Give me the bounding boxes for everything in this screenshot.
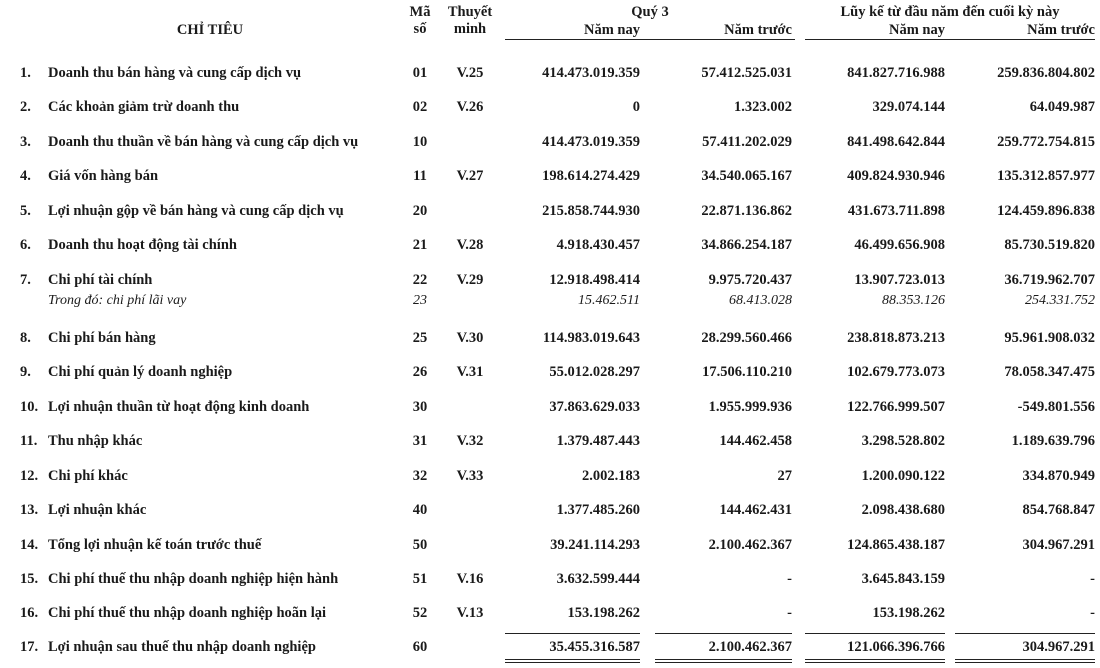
- row-label: Chi phí tài chính: [48, 272, 153, 288]
- value-ytd-current: 329.074.144: [872, 99, 945, 115]
- value-ytd-previous: 334.870.949: [1022, 468, 1095, 484]
- row-note: V.27: [456, 168, 484, 184]
- row-number: 3.: [20, 134, 31, 150]
- table-row-total: [0, 637, 1100, 657]
- value-ytd-current: 153.198.262: [872, 605, 945, 621]
- value-quarter-previous: 1.955.999.936: [708, 399, 792, 415]
- value-ytd-previous: 78.058.347.475: [1004, 364, 1095, 380]
- value-ytd-previous: 36.719.962.707: [1004, 272, 1095, 288]
- value-quarter-previous: 2.100.462.367: [708, 537, 792, 553]
- row-code: 51: [412, 571, 428, 587]
- total-rule-top: [805, 633, 945, 634]
- value-ytd-current: 124.865.438.187: [847, 537, 945, 553]
- row-note: V.31: [456, 364, 484, 380]
- value-ytd-current: 121.066.396.766: [847, 639, 945, 655]
- col-header-ma-so-1: Mã: [409, 4, 431, 20]
- value-ytd-current: 431.673.711.898: [847, 203, 945, 219]
- row-label: Tổng lợi nhuận kế toán trước thuế: [48, 537, 262, 553]
- row-note: V.26: [456, 99, 484, 115]
- value-quarter-previous: 17.506.110.210: [702, 364, 792, 380]
- total-double-rule: [655, 659, 792, 663]
- value-quarter-previous: 144.462.431: [719, 502, 792, 518]
- row-label: Các khoản giảm trừ doanh thu: [48, 99, 240, 115]
- row-code: 23: [413, 293, 427, 308]
- value-ytd-previous: -: [1090, 571, 1095, 587]
- table-row: [0, 235, 1100, 255]
- row-number: 12.: [20, 468, 39, 484]
- value-quarter-previous: -: [787, 605, 792, 621]
- value-quarter-previous: 2.100.462.367: [708, 639, 792, 655]
- row-note: V.25: [456, 65, 484, 81]
- col-header-q-nam-nay: Năm nay: [584, 22, 640, 38]
- row-number: 13.: [20, 502, 39, 518]
- row-label: Chi phí khác: [48, 468, 128, 484]
- row-label: Trong đó: chi phí lãi vay: [48, 293, 187, 308]
- row-number: 8.: [20, 330, 31, 346]
- row-code: 20: [412, 203, 428, 219]
- value-quarter-previous: 28.299.560.466: [701, 330, 792, 346]
- total-rule-top: [655, 633, 792, 634]
- col-header-q-nam-truoc: Năm trước: [724, 22, 792, 38]
- value-quarter-current: 12.918.498.414: [549, 272, 640, 288]
- value-ytd-previous: 135.312.857.977: [997, 168, 1095, 184]
- value-ytd-current: 3.298.528.802: [861, 433, 945, 449]
- table-row: [0, 500, 1100, 520]
- row-number: 14.: [20, 537, 39, 553]
- table-row: [0, 166, 1100, 186]
- value-ytd-current: 841.498.642.844: [847, 134, 945, 150]
- row-label: Lợi nhuận gộp về bán hàng và cung cấp dịch vụ: [48, 203, 344, 219]
- row-note: V.29: [456, 272, 484, 288]
- col-header-chi-tieu: CHỈ TIÊU: [176, 22, 244, 38]
- value-quarter-previous: 57.412.525.031: [701, 65, 792, 81]
- value-quarter-current: 0: [632, 99, 640, 115]
- value-quarter-current: 114.983.019.643: [542, 330, 640, 346]
- group-rule-quy: [505, 39, 795, 40]
- value-quarter-previous: 68.413.028: [729, 293, 792, 308]
- value-ytd-previous: 259.836.804.802: [997, 65, 1095, 81]
- row-number: 7.: [20, 272, 31, 288]
- value-ytd-current: 1.200.090.122: [861, 468, 945, 484]
- row-number: 9.: [20, 364, 31, 380]
- value-quarter-current: 3.632.599.444: [556, 571, 640, 587]
- row-number: 2.: [20, 99, 31, 115]
- value-quarter-current: 198.614.274.429: [542, 168, 640, 184]
- total-rule-top: [955, 633, 1095, 634]
- row-note: V.16: [456, 571, 484, 587]
- col-header-thuyet-minh-1: Thuyết: [447, 4, 493, 20]
- row-label: Doanh thu hoạt động tài chính: [48, 237, 237, 253]
- table-row: [0, 431, 1100, 451]
- row-number: 16.: [20, 605, 39, 621]
- row-number: 5.: [20, 203, 31, 219]
- row-number: 10.: [20, 399, 39, 415]
- table-row: [0, 270, 1100, 290]
- row-code: 31: [412, 433, 428, 449]
- value-ytd-current: 88.353.126: [882, 293, 945, 308]
- value-quarter-previous: 27: [777, 468, 792, 484]
- table-row: [0, 535, 1100, 555]
- value-ytd-current: 409.824.930.946: [847, 168, 945, 184]
- row-label: Doanh thu thuần về bán hàng và cung cấp dịch vụ: [48, 134, 359, 150]
- value-quarter-current: 4.918.430.457: [556, 237, 640, 253]
- col-header-ytd-nam-truoc: Năm trước: [1027, 22, 1095, 38]
- col-group-luy-ke: Lũy kế từ đầu năm đến cuối kỳ này: [840, 4, 1060, 20]
- value-ytd-previous: 64.049.987: [1029, 99, 1095, 115]
- total-double-rule: [505, 659, 640, 663]
- table-row: [0, 63, 1100, 83]
- value-quarter-previous: 9.975.720.437: [708, 272, 792, 288]
- group-rule-luy-ke: [805, 39, 1095, 40]
- value-quarter-previous: 22.871.136.862: [701, 203, 792, 219]
- row-number: 11.: [20, 433, 38, 449]
- value-ytd-previous: 95.961.908.032: [1004, 330, 1095, 346]
- row-number: 4.: [20, 168, 31, 184]
- row-code: 10: [412, 134, 428, 150]
- value-quarter-current: 215.858.744.930: [542, 203, 640, 219]
- value-quarter-previous: 34.540.065.167: [701, 168, 792, 184]
- row-note: V.33: [456, 468, 484, 484]
- total-double-rule: [805, 659, 945, 663]
- row-label: Lợi nhuận sau thuế thu nhập doanh nghiệp: [48, 639, 316, 655]
- row-code: 11: [413, 168, 427, 184]
- row-note: V.32: [456, 433, 484, 449]
- total-rule-top: [505, 633, 640, 634]
- row-note: V.13: [456, 605, 484, 621]
- table-row: [0, 569, 1100, 589]
- row-code: 52: [412, 605, 428, 621]
- col-header-ytd-nam-nay: Năm nay: [889, 22, 945, 38]
- row-number: 6.: [20, 237, 31, 253]
- table-row: [0, 362, 1100, 382]
- row-code: 60: [412, 639, 428, 655]
- row-note: V.28: [456, 237, 484, 253]
- value-quarter-current: 37.863.629.033: [549, 399, 640, 415]
- table-row: [0, 97, 1100, 117]
- value-quarter-current: 1.377.485.260: [556, 502, 640, 518]
- table-row: [0, 466, 1100, 486]
- value-ytd-current: 46.499.656.908: [854, 237, 945, 253]
- row-label: Doanh thu bán hàng và cung cấp dịch vụ: [48, 65, 302, 81]
- row-number: 15.: [20, 571, 39, 587]
- value-ytd-previous: 304.967.291: [1022, 537, 1095, 553]
- value-ytd-previous: 259.772.754.815: [997, 134, 1095, 150]
- row-code: 32: [412, 468, 428, 484]
- value-ytd-current: 238.818.873.213: [847, 330, 945, 346]
- col-group-quy: Quý 3: [631, 4, 669, 20]
- value-quarter-previous: 1.323.002: [734, 99, 792, 115]
- row-label: Lợi nhuận thuần từ hoạt động kinh doanh: [48, 399, 310, 415]
- row-number: 1.: [20, 65, 31, 81]
- col-header-thuyet-minh-2: minh: [453, 21, 487, 37]
- value-ytd-current: 3.645.843.159: [861, 571, 945, 587]
- row-label: Lợi nhuận khác: [48, 502, 147, 518]
- row-label: Chi phí thuế thu nhập doanh nghiệp hiện hành: [48, 571, 339, 587]
- row-code: 40: [412, 502, 428, 518]
- table-row: [0, 328, 1100, 348]
- row-note: V.30: [456, 330, 484, 346]
- value-quarter-current: 414.473.019.359: [542, 134, 640, 150]
- value-quarter-current: 1.379.487.443: [556, 433, 640, 449]
- table-row: [0, 132, 1100, 152]
- row-code: 01: [412, 65, 428, 81]
- col-header-ma-so-2: số: [413, 21, 427, 37]
- row-code: 25: [412, 330, 428, 346]
- row-label: Chi phí bán hàng: [48, 330, 156, 346]
- value-ytd-current: 2.098.438.680: [861, 502, 945, 518]
- row-code: 50: [412, 537, 428, 553]
- value-quarter-current: 39.241.114.293: [550, 537, 640, 553]
- table-row: [0, 603, 1100, 623]
- value-quarter-previous: -: [787, 571, 792, 587]
- row-code: 21: [412, 237, 428, 253]
- row-label: Giá vốn hàng bán: [48, 168, 159, 184]
- value-ytd-previous: 124.459.896.838: [997, 203, 1095, 219]
- row-code: 02: [412, 99, 428, 115]
- table-row: [0, 397, 1100, 417]
- total-double-rule: [955, 659, 1095, 663]
- value-ytd-current: 841.827.716.988: [847, 65, 945, 81]
- row-code: 30: [412, 399, 428, 415]
- row-label: Chi phí quản lý doanh nghiệp: [48, 364, 233, 380]
- value-ytd-previous: 854.768.847: [1022, 502, 1095, 518]
- value-quarter-current: 55.012.028.297: [549, 364, 640, 380]
- table-row: [0, 201, 1100, 221]
- value-quarter-previous: 57.411.202.029: [702, 134, 792, 150]
- row-number: 17.: [20, 639, 39, 655]
- row-code: 26: [412, 364, 428, 380]
- value-ytd-current: 102.679.773.073: [847, 364, 945, 380]
- value-quarter-previous: 144.462.458: [719, 433, 792, 449]
- value-quarter-current: 414.473.019.359: [542, 65, 640, 81]
- row-label: Thu nhập khác: [48, 433, 143, 449]
- value-ytd-previous: -549.801.556: [1017, 399, 1095, 415]
- value-ytd-previous: 85.730.519.820: [1004, 237, 1095, 253]
- value-ytd-previous: -: [1090, 605, 1095, 621]
- table-subrow: [0, 291, 1100, 311]
- value-quarter-current: 35.455.316.587: [549, 639, 640, 655]
- row-code: 22: [412, 272, 428, 288]
- value-quarter-current: 153.198.262: [567, 605, 640, 621]
- value-ytd-current: 13.907.723.013: [854, 272, 945, 288]
- value-ytd-previous: 1.189.639.796: [1011, 433, 1095, 449]
- value-quarter-current: 2.002.183: [582, 468, 640, 484]
- value-quarter-previous: 34.866.254.187: [701, 237, 792, 253]
- value-ytd-previous: 254.331.752: [1025, 293, 1095, 308]
- value-ytd-current: 122.766.999.507: [847, 399, 945, 415]
- value-quarter-current: 15.462.511: [578, 293, 640, 308]
- value-ytd-previous: 304.967.291: [1022, 639, 1095, 655]
- row-label: Chi phí thuế thu nhập doanh nghiệp hoãn lại: [48, 605, 327, 621]
